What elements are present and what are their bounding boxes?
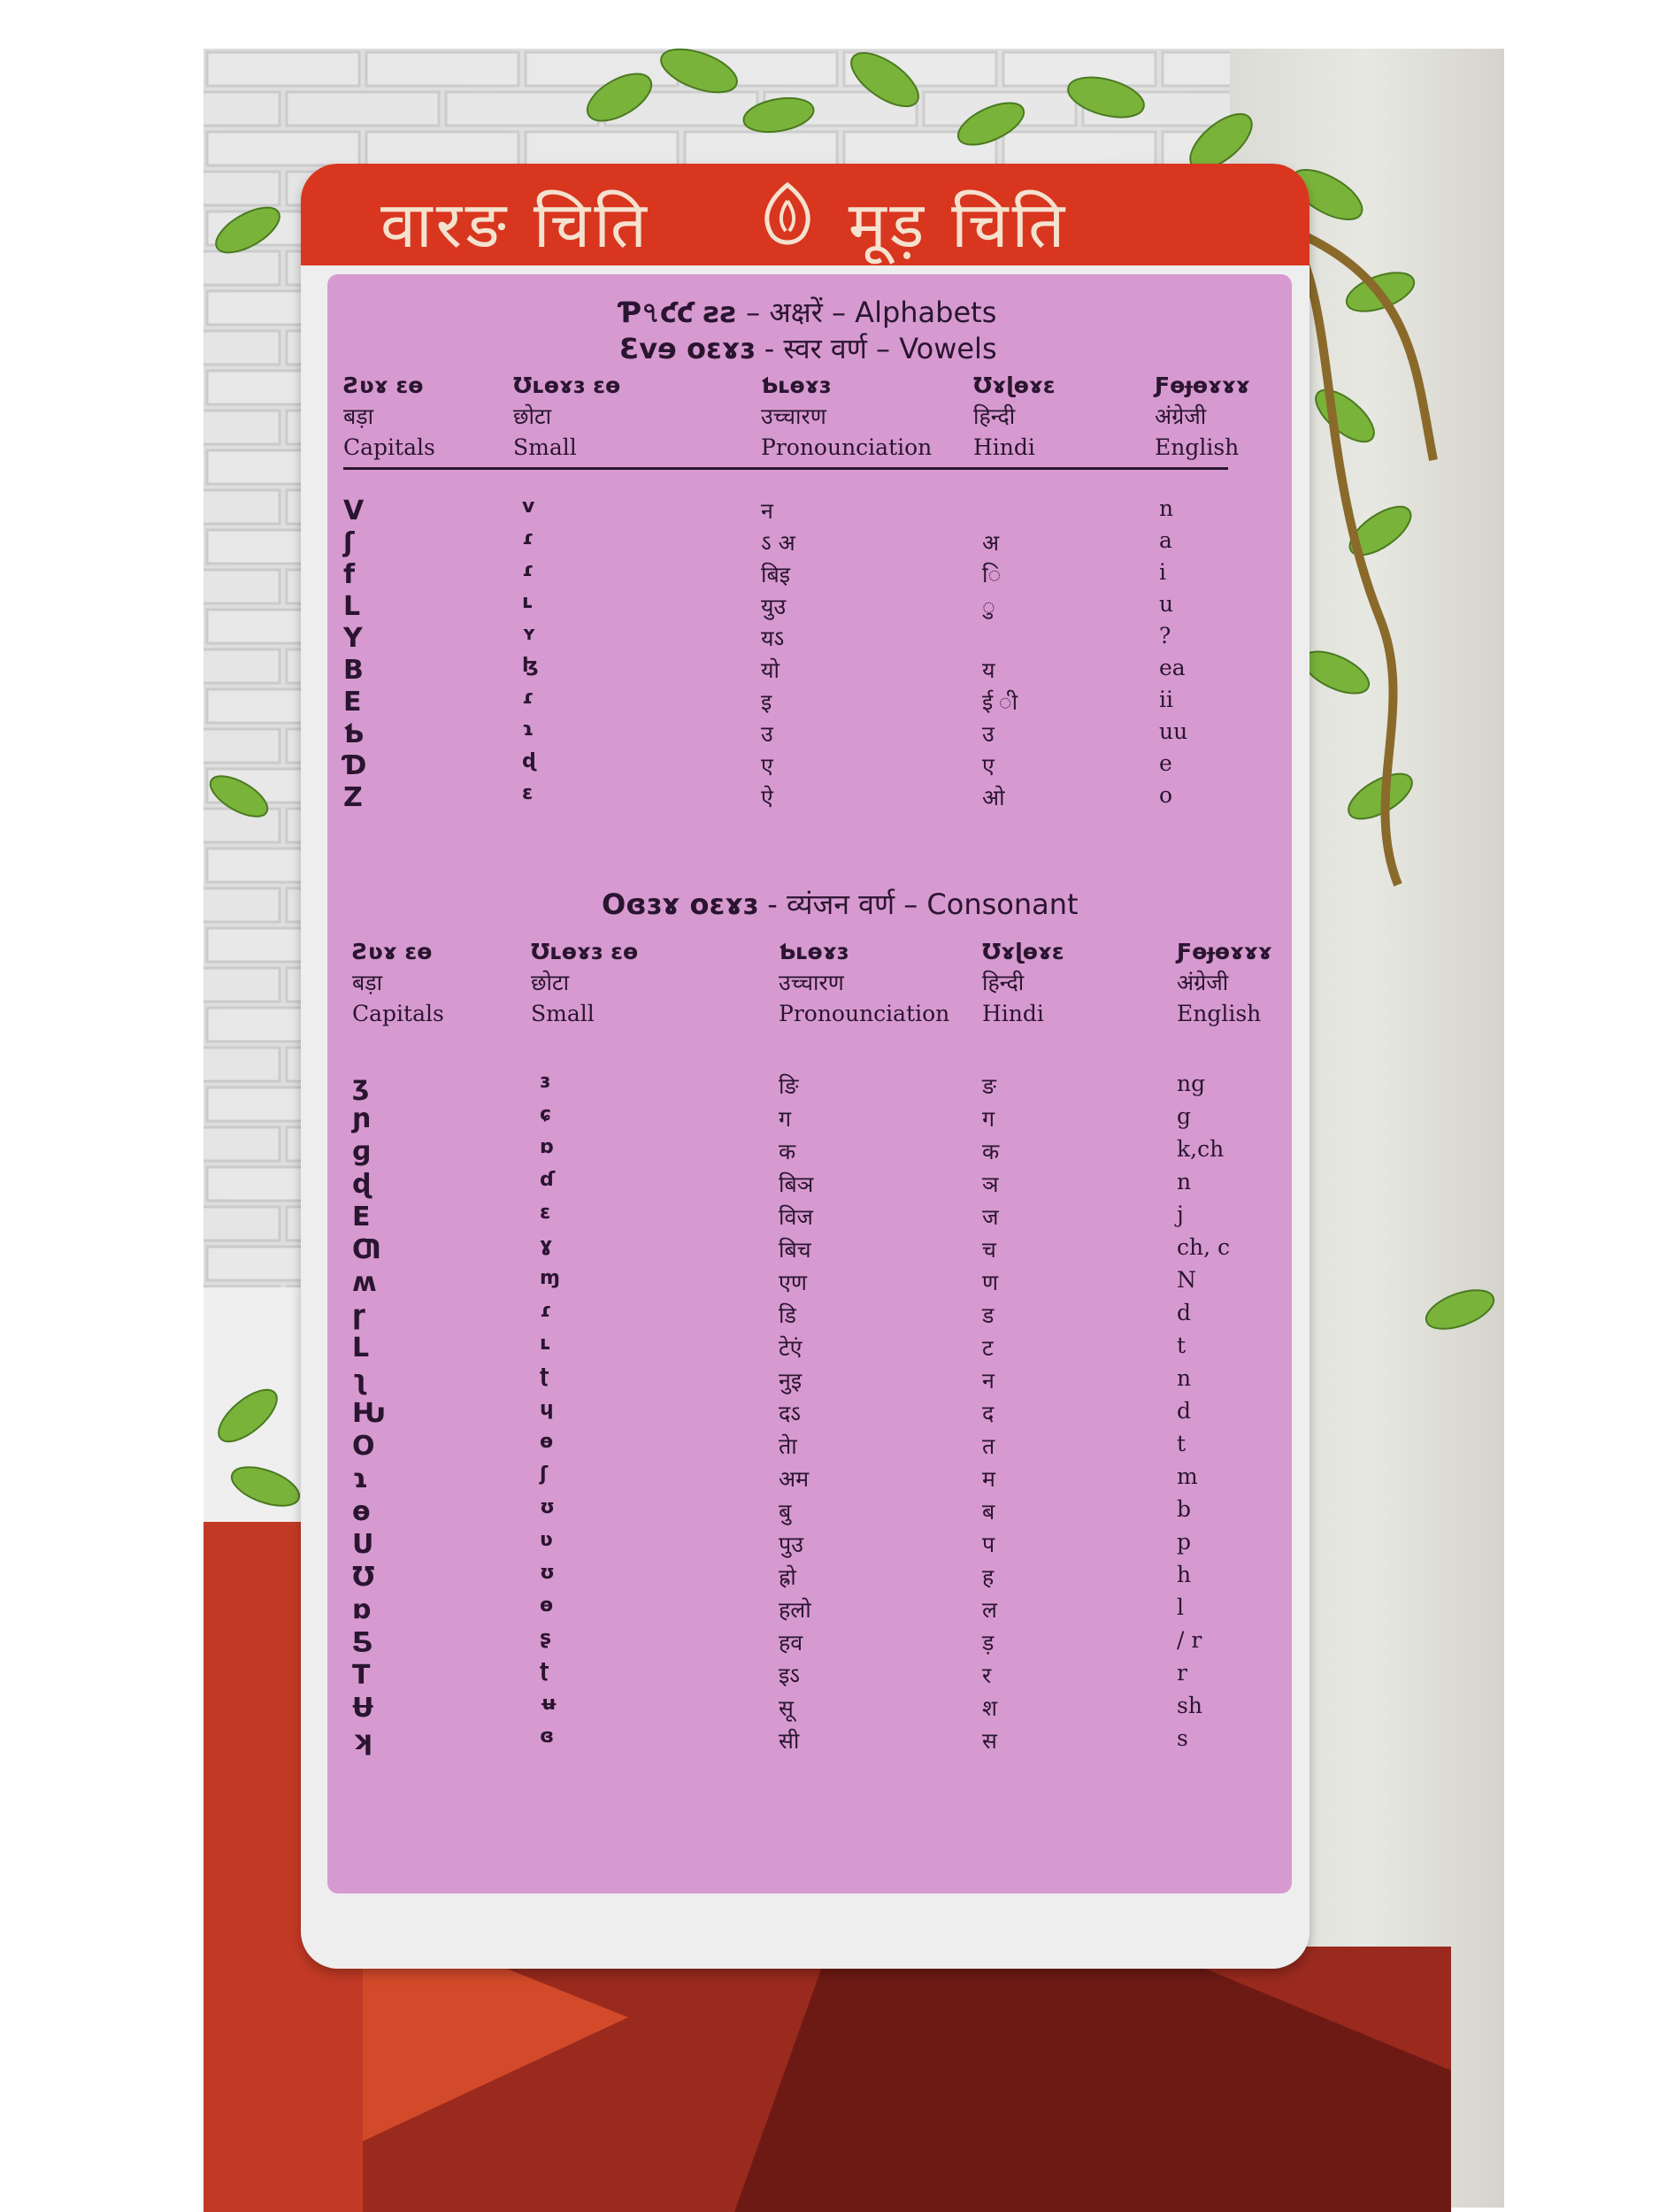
consonant-hindi-cell: न — [982, 1368, 995, 1394]
consonant-english-cell: k,ch — [1177, 1136, 1225, 1162]
consonant-pron-cell: सी — [779, 1728, 800, 1754]
consonant-small-cell: ɥ — [540, 1398, 554, 1420]
consonant-small-cell: ɵ — [540, 1594, 554, 1617]
vowel-pron-cell: न — [761, 498, 773, 524]
vowel-english-cell: e — [1159, 750, 1172, 776]
vowel-hindi-cell: ि — [982, 562, 1002, 588]
consonant-english-cell: m — [1177, 1463, 1198, 1489]
consonant-pron-cell: क — [779, 1139, 796, 1164]
vowel-english-cell: ii — [1159, 687, 1173, 712]
consonant-small-cell: ɒ — [540, 1136, 554, 1158]
consonant-hindi-cell: ड़ — [982, 1630, 995, 1655]
vowel-english-cell: u — [1159, 591, 1174, 617]
vowel-english-cell: uu — [1159, 718, 1188, 744]
card-header — [301, 164, 1310, 265]
consonant-small-cell: ʋ — [540, 1529, 553, 1551]
consonant-hindi-cell: क — [982, 1139, 1000, 1164]
vowel-hindi-cell: ओ — [982, 785, 1005, 810]
consonant-hindi-cell: श — [982, 1695, 998, 1721]
vowel-hindi-cell: ए — [982, 753, 995, 779]
vowel-english-cell: n — [1159, 495, 1174, 521]
vowel-small-cell: v — [522, 495, 535, 518]
consonants-heading: Oɞɜɤ oɛɤɜ - व्यंजन वर्ण – Consonant — [602, 887, 1079, 921]
consonant-capital-cell: E — [352, 1202, 371, 1233]
consonant-hindi-cell: ह — [982, 1564, 995, 1590]
consonant-english-cell: b — [1177, 1496, 1192, 1522]
vowels-heading: Ɛvɘ oɛɤɜ - स्वर वर्ण – Vowels — [619, 332, 997, 365]
consonant-english-cell: ch, c — [1177, 1234, 1230, 1260]
consonant-capital-cell: Ʉ — [352, 1693, 374, 1724]
vowel-capital-cell: Y — [343, 623, 363, 654]
vowel-pron-cell: यो — [761, 657, 780, 683]
consonant-hindi-cell: ल — [982, 1597, 997, 1623]
consonant-hindi-cell: र — [982, 1663, 992, 1688]
vowels-col-hindi: Ʊɤɭɵɤɛ हिन्दी Hindi — [973, 373, 1056, 460]
consonant-hindi-cell: ड — [982, 1302, 995, 1328]
consonant-small-cell: ɛ — [540, 1202, 551, 1224]
consonant-small-cell: ɞ — [540, 1725, 555, 1747]
consonant-capital-cell: Ƣ — [352, 1234, 381, 1265]
consonant-capital-cell: O — [352, 1431, 375, 1462]
header-title-right: मूड़ चिति — [848, 188, 1069, 262]
consonant-small-cell: ɗ — [540, 1169, 556, 1191]
consonant-pron-cell: एण — [779, 1270, 807, 1295]
consonant-hindi-cell: ब — [982, 1499, 995, 1525]
consonant-pron-cell: दऽ — [779, 1401, 801, 1426]
consonant-pron-cell: बिञ — [779, 1171, 814, 1197]
consonant-small-cell: ʃ — [540, 1463, 549, 1486]
vowels-col-capitals: Ƨʋɤ ɛɵ बड़ा Capitals — [343, 373, 435, 460]
consonant-capital-cell: Ƽ — [352, 1627, 373, 1658]
consonant-english-cell: s — [1177, 1725, 1188, 1751]
vowel-capital-cell: ʃ — [343, 527, 355, 558]
consonant-english-cell: sh — [1177, 1693, 1202, 1718]
vowel-pron-cell: ऐ — [761, 785, 773, 810]
consonant-capital-cell: ɡ — [352, 1136, 372, 1167]
vowel-capital-cell: B — [343, 655, 364, 686]
consonant-hindi-cell: ज — [982, 1204, 999, 1230]
consonant-capital-cell: ɼ — [352, 1300, 365, 1331]
consonant-pron-cell: नुइ — [779, 1368, 803, 1394]
vowel-hindi-cell: य — [982, 657, 995, 683]
consonant-english-cell: g — [1177, 1103, 1192, 1129]
consonant-capital-cell: ɵ — [352, 1496, 371, 1527]
vowel-small-cell: ɾ — [522, 527, 534, 549]
consonant-english-cell: / r — [1177, 1627, 1202, 1653]
vowel-pron-cell: बिइ — [761, 562, 791, 588]
consonant-small-cell: ɣ — [540, 1234, 553, 1256]
flame-logo-icon — [752, 180, 823, 250]
vowel-pron-cell: यऽ — [761, 626, 785, 651]
consonants-col-english: Ƒɵɟɵɤɤɤ अंग्रेजी English — [1177, 939, 1272, 1026]
consonant-small-cell: ʈ — [540, 1660, 549, 1682]
consonant-small-cell: ɵ — [540, 1431, 554, 1453]
consonant-small-cell: ʈ — [540, 1365, 549, 1387]
consonant-capital-cell: ɒ — [352, 1594, 372, 1625]
consonant-hindi-cell: ञ — [982, 1171, 999, 1197]
consonant-hindi-cell: म — [982, 1466, 995, 1492]
header-title — [380, 180, 1265, 266]
vowel-small-cell: ɮ — [522, 655, 539, 677]
vowel-hindi-cell: अ — [982, 530, 1000, 556]
alphabets-heading: Ƥ৭ƈƈ ƨƨ – अक्षरें – Alphabets — [619, 296, 997, 329]
consonant-capital-cell: Ƕ — [352, 1398, 387, 1429]
header-title-left: वारङ चिति — [380, 188, 650, 262]
consonant-pron-cell: पुउ — [779, 1532, 803, 1557]
consonant-capital-cell: ʞ — [352, 1725, 372, 1756]
consonant-capital-cell: U — [352, 1529, 374, 1560]
consonant-small-cell: ʊ — [540, 1496, 555, 1518]
consonant-english-cell: N — [1177, 1267, 1196, 1293]
vowels-col-english: Ƒɵɟɵɤɤɤ अंग्रेजी English — [1155, 373, 1250, 460]
consonant-hindi-cell: च — [982, 1237, 996, 1263]
vowel-capital-cell: V — [343, 495, 365, 526]
consonant-hindi-cell: प — [982, 1532, 995, 1557]
consonant-english-cell: ng — [1177, 1071, 1206, 1096]
consonant-capital-cell: ɲ — [352, 1103, 372, 1134]
consonant-hindi-cell: त — [982, 1433, 995, 1459]
vowel-english-cell: i — [1159, 559, 1166, 585]
consonant-hindi-cell: ग — [982, 1106, 995, 1132]
consonant-hindi-cell: ण — [982, 1270, 999, 1295]
vowel-hindi-cell: ु — [982, 594, 995, 619]
consonant-english-cell: t — [1177, 1333, 1187, 1358]
consonant-small-cell: ʉ — [540, 1693, 558, 1715]
consonant-hindi-cell: ट — [982, 1335, 994, 1361]
consonant-hindi-cell: द — [982, 1401, 995, 1426]
vowels-col-pronunciation: Ƅʟɵɤɜ उच्चारण Pronounciation — [761, 373, 933, 460]
vowel-english-cell: ? — [1159, 623, 1171, 649]
consonant-english-cell: d — [1177, 1300, 1192, 1325]
consonants-col-pronunciation: Ƅʟɵɤɜ उच्चारण Pronounciation — [779, 939, 950, 1026]
consonant-hindi-cell: ङ — [982, 1073, 996, 1099]
vowel-capital-cell: E — [343, 687, 362, 718]
consonant-english-cell: h — [1177, 1562, 1192, 1587]
consonant-small-cell: ɱ — [540, 1267, 560, 1289]
vowel-english-cell: ea — [1159, 655, 1186, 680]
consonant-english-cell: n — [1177, 1365, 1192, 1391]
vowel-english-cell: o — [1159, 782, 1173, 808]
vowel-capital-cell: L — [343, 591, 361, 622]
consonant-english-cell: r — [1177, 1660, 1187, 1686]
consonant-capital-cell: ɖ — [352, 1169, 372, 1200]
vowel-english-cell: a — [1159, 527, 1172, 553]
vowel-small-cell: ɾ — [522, 559, 534, 581]
consonant-pron-cell: ह्रो — [779, 1564, 796, 1590]
consonant-pron-cell: विज — [779, 1204, 813, 1230]
vowel-pron-cell: उ — [761, 721, 773, 747]
consonants-col-small: Ʊʟɵɤɜ ɛɵ छोटा Small — [531, 939, 639, 1026]
consonant-pron-cell: सू — [779, 1695, 794, 1721]
consonant-english-cell: t — [1177, 1431, 1187, 1456]
consonant-pron-cell: टेएं — [779, 1335, 803, 1361]
consonant-hindi-cell: स — [982, 1728, 997, 1754]
consonant-pron-cell: इऽ — [779, 1663, 800, 1688]
consonant-capital-cell: ʅ — [352, 1365, 369, 1396]
vowel-hindi-cell: ई ी — [982, 689, 1018, 715]
vowel-small-cell: ɛ — [522, 782, 534, 804]
consonant-small-cell: ʂ — [540, 1627, 552, 1649]
vowel-capital-cell: Ɗ — [343, 750, 367, 781]
consonant-capital-cell: ʍ — [352, 1267, 377, 1298]
vowel-small-cell: ɿ — [522, 718, 534, 741]
vowel-capital-cell: Ƅ — [343, 718, 364, 749]
vowel-pron-cell: ए — [761, 753, 773, 779]
consonants-col-hindi: Ʊɤɭɵɤɛ हिन्दी Hindi — [982, 939, 1064, 1026]
vowel-small-cell: ʏ — [522, 623, 536, 645]
consonant-pron-cell: हव — [779, 1630, 803, 1655]
consonant-capital-cell: ɿ — [352, 1463, 368, 1494]
consonant-small-cell: ʊ — [540, 1562, 555, 1584]
alphabet-chart-card — [301, 164, 1310, 1969]
consonants-col-capitals: Ƨʋɤ ɛɵ बड़ा Capitals — [352, 939, 444, 1026]
consonant-pron-cell: डि — [779, 1302, 796, 1328]
consonant-capital-cell: Ʊ — [352, 1562, 375, 1593]
consonant-small-cell: ɾ — [540, 1300, 552, 1322]
consonant-small-cell: ʟ — [540, 1333, 550, 1355]
consonant-pron-cell: बिच — [779, 1237, 811, 1263]
vowel-small-cell: ɖ — [522, 750, 536, 772]
consonant-pron-cell: बु — [779, 1499, 792, 1525]
consonant-capital-cell: ʒ — [352, 1071, 370, 1102]
vowel-small-cell: ɾ — [522, 687, 534, 709]
consonant-small-cell: ɜ — [540, 1071, 550, 1093]
vowel-pron-cell: इ — [761, 689, 772, 715]
vowels-header-rule — [343, 467, 1228, 470]
consonant-capital-cell: T — [352, 1660, 371, 1691]
vowel-pron-cell: युउ — [761, 594, 787, 619]
consonant-english-cell: l — [1177, 1594, 1184, 1620]
alphabet-table-panel — [327, 274, 1292, 1893]
consonant-pron-cell: तेा — [779, 1433, 797, 1459]
consonant-english-cell: p — [1177, 1529, 1192, 1555]
vowel-small-cell: ʟ — [522, 591, 533, 613]
consonant-small-cell: ɕ — [540, 1103, 552, 1125]
consonant-pron-cell: हलो — [779, 1597, 811, 1623]
consonant-pron-cell: ङि — [779, 1073, 799, 1099]
consonant-capital-cell: L — [352, 1333, 370, 1363]
vowel-capital-cell: f — [343, 559, 356, 590]
consonant-english-cell: n — [1177, 1169, 1192, 1194]
consonant-pron-cell: ग — [779, 1106, 792, 1132]
vowels-col-small: Ʊʟɵɤɜ ɛɵ छोटा Small — [513, 373, 621, 460]
vowel-capital-cell: Z — [343, 782, 363, 813]
vowel-hindi-cell: उ — [982, 721, 995, 747]
consonant-english-cell: d — [1177, 1398, 1192, 1424]
vowel-pron-cell: ऽ अ — [761, 530, 795, 556]
consonant-english-cell: j — [1177, 1202, 1184, 1227]
consonant-pron-cell: अम — [779, 1466, 810, 1492]
